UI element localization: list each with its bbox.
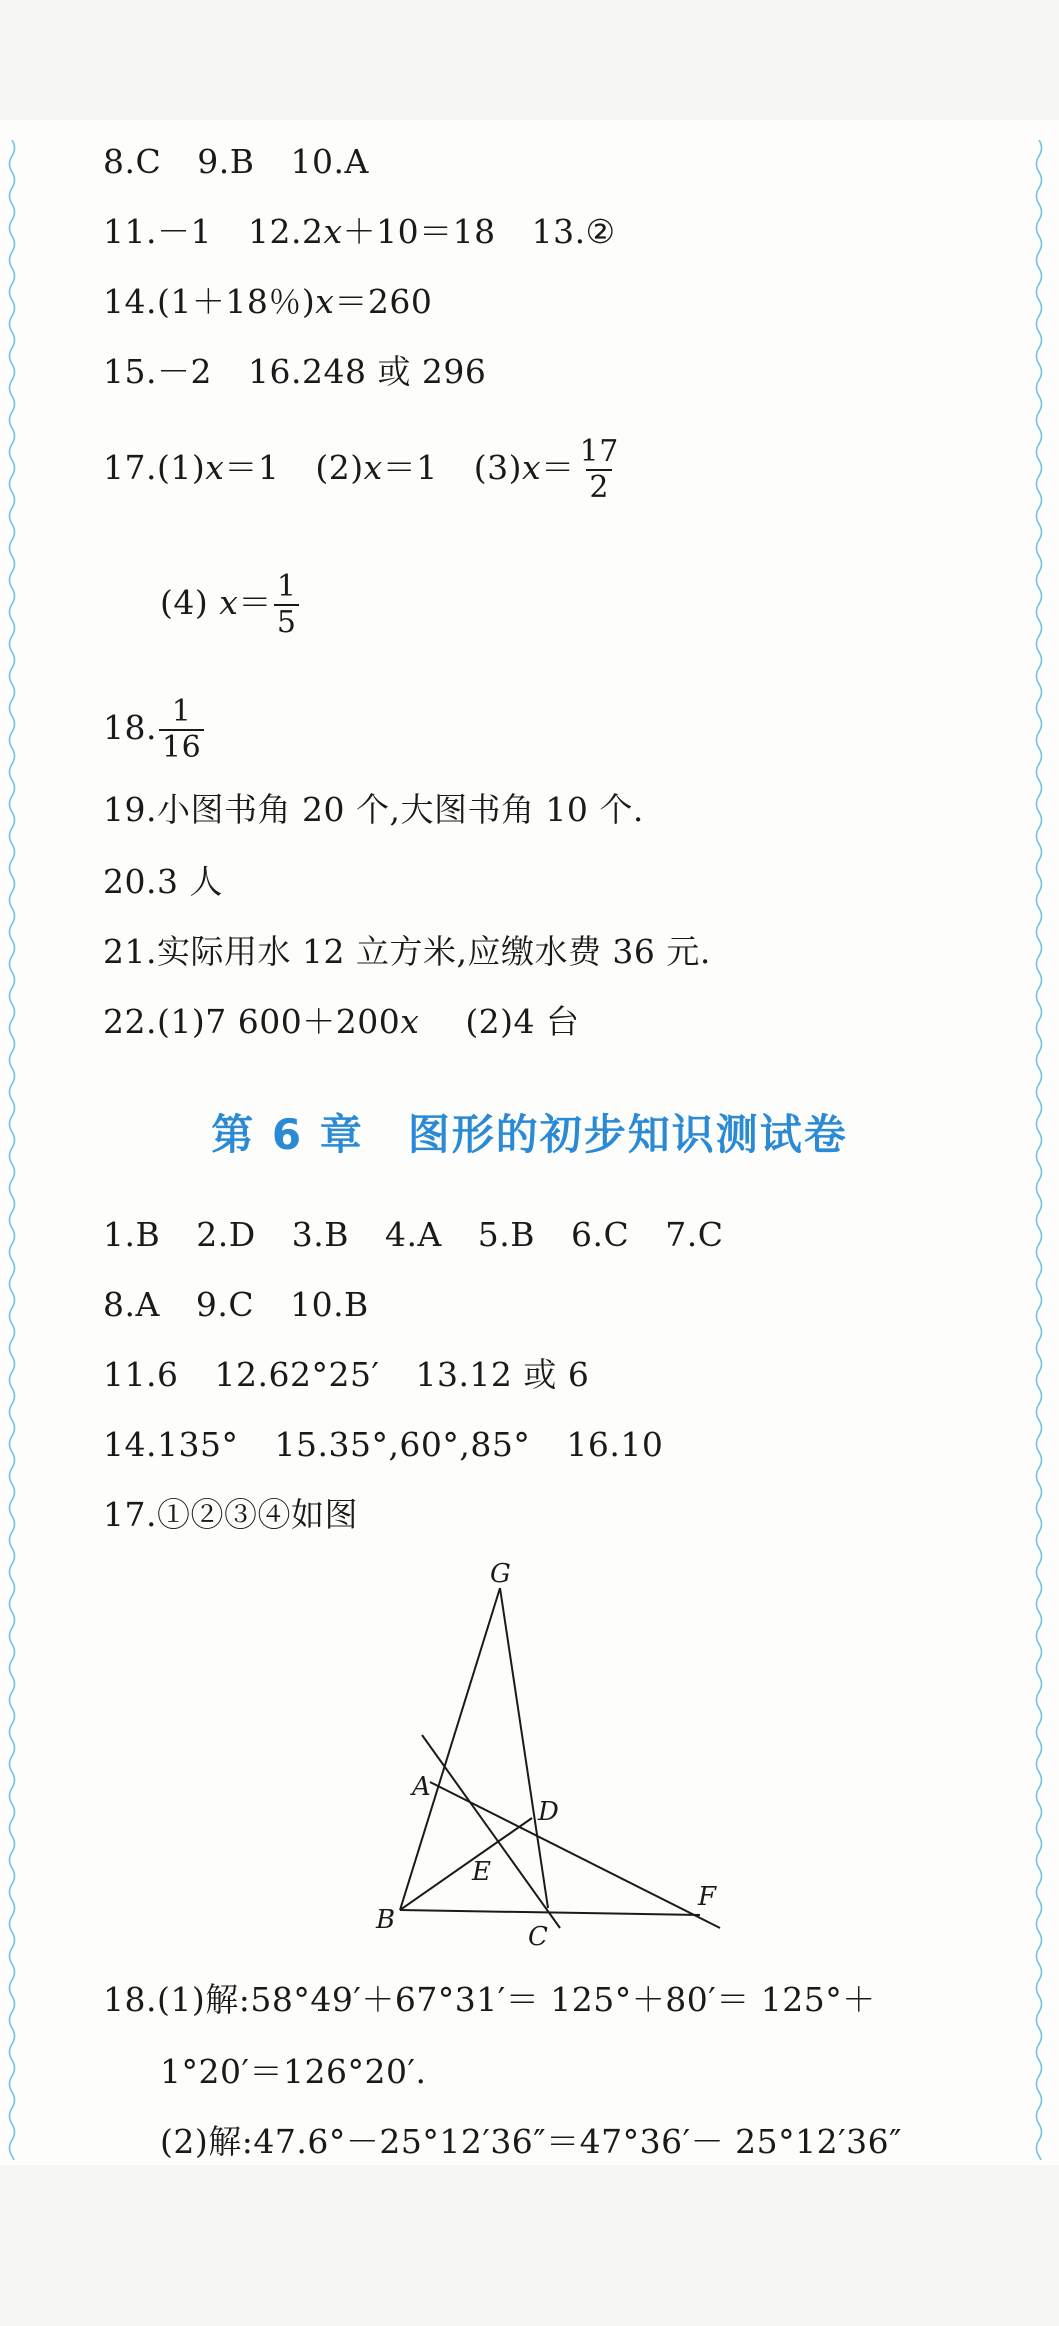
answer-line-18-1: 18.(1)解:58°49′＋67°31′＝ 125°＋80′＝ 125°＋ bbox=[103, 1980, 876, 2019]
answer-16: 16.248 或 296 bbox=[247, 352, 487, 391]
answer-8: 8.C bbox=[103, 142, 162, 181]
chapter-title: 第 6 章 图形的初步知识测试卷 bbox=[211, 1110, 848, 1159]
bottom-margin bbox=[0, 2165, 1059, 2326]
segment-BD bbox=[400, 1818, 532, 1910]
answer-line-22: 22.(1)7 600＋200x (2)4 台 bbox=[103, 1002, 580, 1041]
geometry-figure bbox=[360, 1560, 740, 1960]
answer-line-17: 17.(1)x＝1 (2)x＝1 (3)x＝ $\frac{17}{2}$ bbox=[103, 435, 622, 505]
answer-13: 13.② bbox=[531, 212, 616, 251]
answer-line-17-4: (4) x＝ $\frac{1}{5}$ bbox=[160, 570, 299, 640]
answer-line-8-10 bbox=[103, 142, 369, 182]
answer-10: 10.A bbox=[290, 142, 369, 181]
answer-line-21: 21.实际用水 12 立方米,应缴水费 36 元. bbox=[103, 932, 711, 971]
label-C: C bbox=[528, 1922, 548, 1952]
answer-line-19: 19.小图书角 20 个,大图书角 10 个. bbox=[103, 790, 644, 829]
answer-line-20: 20.3 人 bbox=[103, 862, 223, 901]
line-AC-extended bbox=[422, 1735, 560, 1928]
answer-12: 12.2x＋10＝18 bbox=[247, 212, 496, 251]
fraction-1-16: $\frac{1}{16}$ bbox=[159, 695, 204, 765]
answer-line-15-16 bbox=[103, 352, 486, 392]
answer-line-18-1-cont: 1°20′＝126°20′. bbox=[160, 2052, 427, 2091]
segment-GC bbox=[500, 1588, 548, 1908]
answer-line-11-13 bbox=[103, 212, 616, 252]
top-margin bbox=[0, 0, 1059, 120]
answer-line-18: 18. $\frac{1}{16}$ bbox=[103, 695, 204, 765]
answer-line-1-7: 1.B 2.D 3.B 4.A 5.B 6.C 7.C bbox=[103, 1215, 724, 1254]
label-A: A bbox=[412, 1772, 431, 1802]
answer-line-14: 14.(1＋18％)x＝260 bbox=[103, 282, 433, 321]
answer-line-11-13-ch6: 11.6 12.62°25′ 13.12 或 6 bbox=[103, 1355, 590, 1394]
label-F: F bbox=[698, 1882, 717, 1912]
label-G: G bbox=[490, 1560, 511, 1589]
answer-9: 9.B bbox=[197, 142, 255, 181]
label-B: B bbox=[376, 1905, 396, 1935]
answer-line-14-16-ch6: 14.135° 15.35°,60°,85° 16.10 bbox=[103, 1425, 664, 1464]
answer-line-8-10-ch6: 8.A 9.C 10.B bbox=[103, 1285, 369, 1324]
answer-line-17-ch6: 17.①②③④如图 bbox=[103, 1495, 358, 1534]
label-E: E bbox=[472, 1857, 491, 1887]
line-AF-extended bbox=[430, 1782, 720, 1928]
label-D: D bbox=[538, 1797, 559, 1827]
fraction-17-2: $\frac{17}{2}$ bbox=[579, 434, 619, 505]
answer-15: 15.－2 bbox=[103, 352, 212, 391]
answer-11: 11.－1 bbox=[103, 212, 212, 251]
fraction-1-5: $\frac{1}{5}$ bbox=[274, 570, 300, 640]
answer-line-18-2: (2)解:47.6°－25°12′36″＝47°36′－ 25°12′36″ bbox=[160, 2122, 902, 2161]
